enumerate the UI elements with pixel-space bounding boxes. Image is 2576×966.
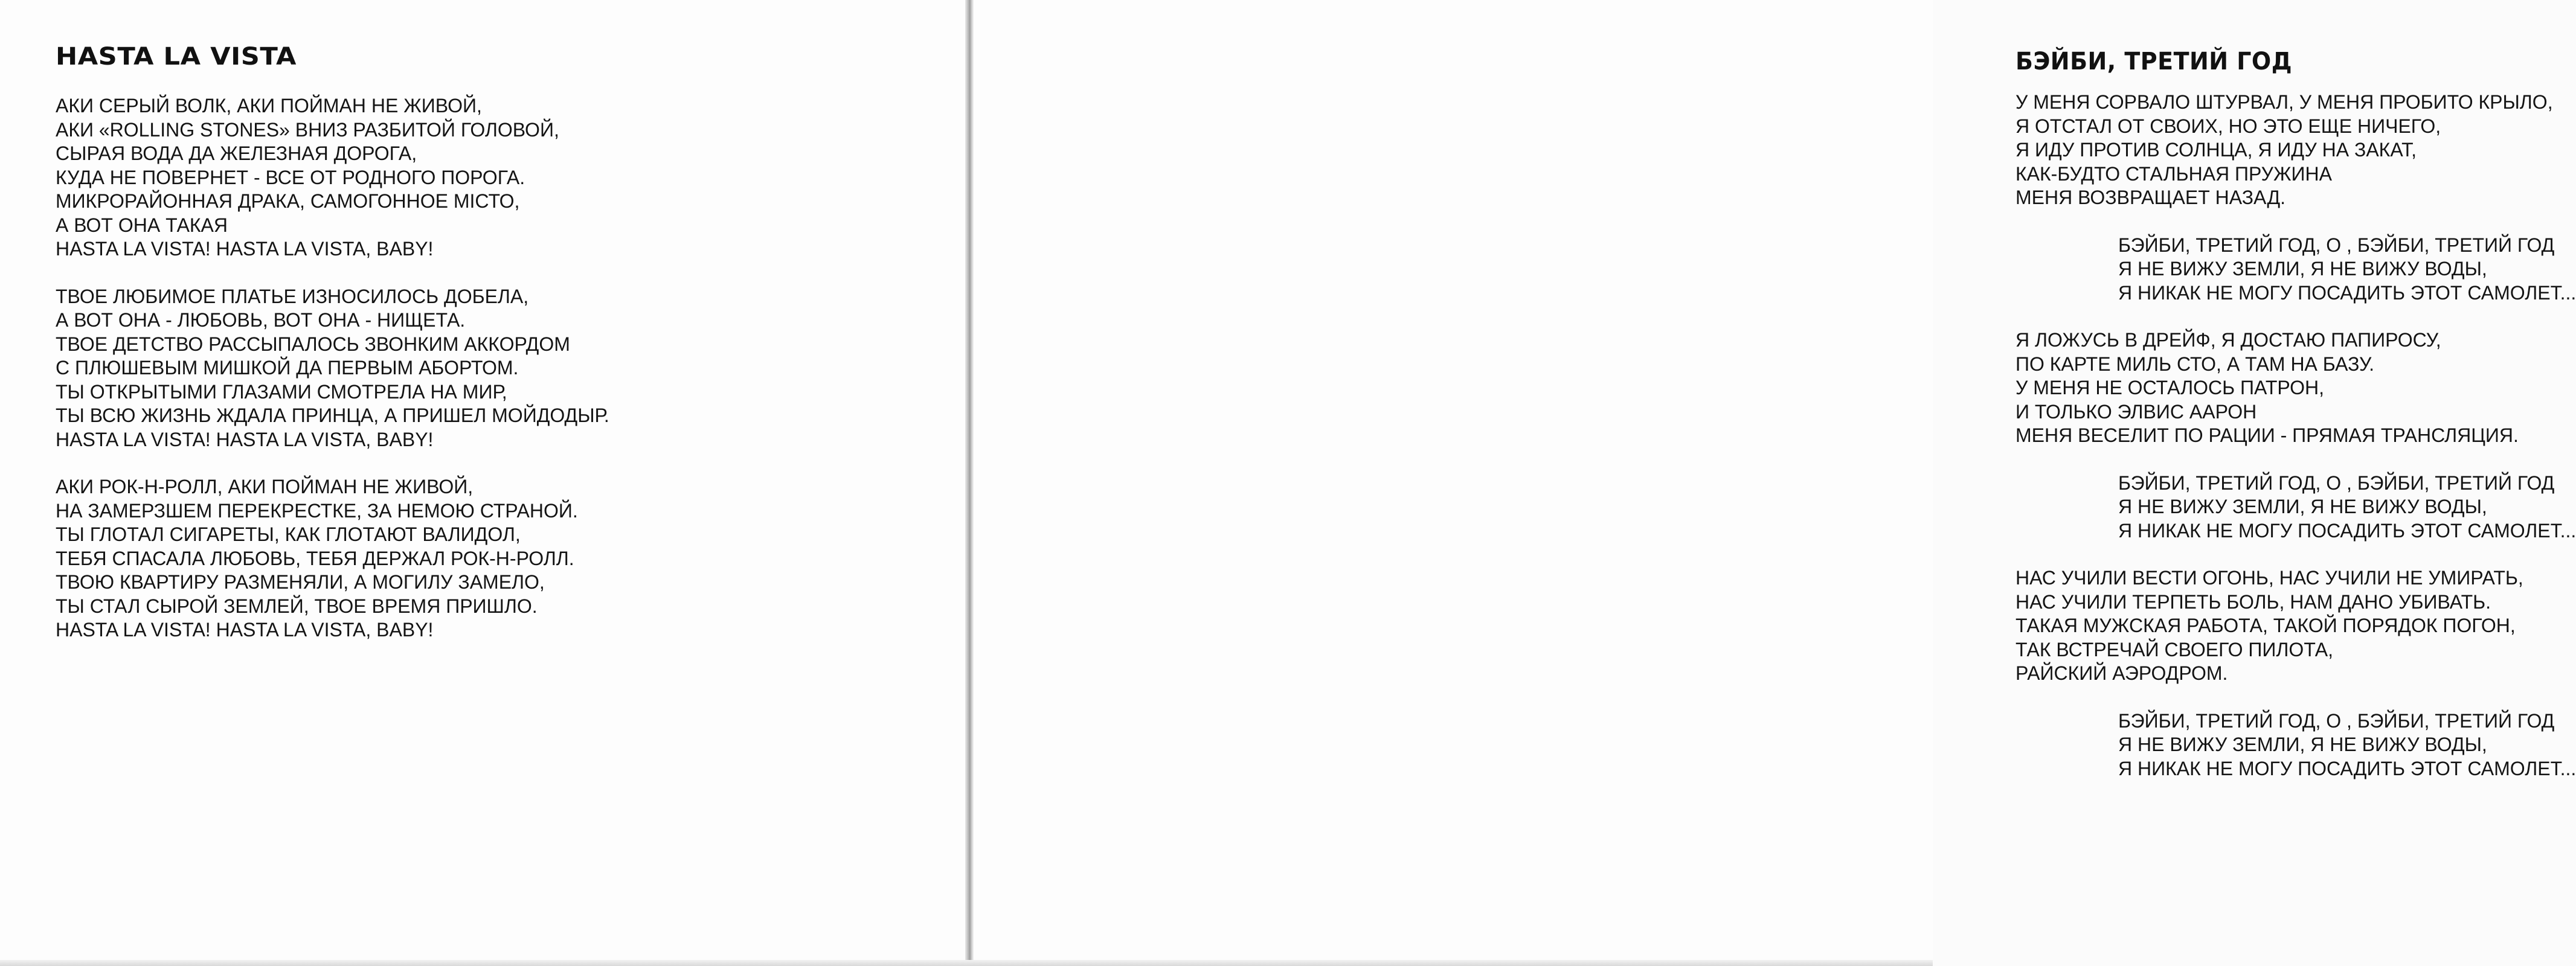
lyric-line: А ВОТ ОНА - ЛЮБОВЬ, ВОТ ОНА - НИЩЕТА. xyxy=(56,309,466,331)
lyric-line: ТЫ СТАЛ СЫРОЙ ЗЕМЛЕЙ, ТВОЕ ВРЕМЯ ПРИШЛО. xyxy=(56,595,538,617)
verse-stanza xyxy=(56,475,609,642)
lyric-line: КУДА НЕ ПОВЕРНЕТ - ВСЕ ОТ РОДНОГО ПОРОГА. xyxy=(56,166,525,188)
chorus-stanza xyxy=(2016,234,2576,305)
lyric-line: HASTA LA VISTA! HASTA LA VISTA, BABY! xyxy=(56,619,434,641)
verse-stanza xyxy=(56,94,609,261)
lyric-line: АКИ РОК-Н-РОЛЛ, АКИ ПОЙМАН НЕ ЖИВОЙ, xyxy=(56,476,474,497)
lyric-line: БЭЙБИ, ТРЕТИЙ ГОД, О , БЭЙБИ, ТРЕТИЙ ГОД xyxy=(2118,234,2555,256)
lyric-line: ТАК ВСТРЕЧАЙ СВОЕГО ПИЛОТА, xyxy=(2016,638,2334,661)
lyric-line: И ТОЛЬКО ЭЛВИС ААРОН xyxy=(2016,400,2257,423)
lyric-line: Я ОТСТАЛ ОТ СВОИХ, НО ЭТО ЕЩЕ НИЧЕГО, xyxy=(2016,115,2441,137)
lyric-line: Я НИКАК НЕ МОГУ ПОСАДИТЬ ЭТОТ САМОЛЕТ... xyxy=(2118,757,2576,779)
lyric-line: У МЕНЯ НЕ ОСТАЛОСЬ ПАТРОН, xyxy=(2016,377,2324,398)
lyric-line: АКИ СЕРЫЙ ВОЛК, АКИ ПОЙМАН НЕ ЖИВОЙ, xyxy=(56,95,482,117)
verse-stanza xyxy=(2016,566,2576,686)
lyric-line: МЕНЯ ВЕСЕЛИТ ПО РАЦИИ - ПРЯМАЯ ТРАНСЛЯЦИЯ. xyxy=(2016,424,2519,446)
lyric-line: ТЫ ВСЮ ЖИЗНЬ ЖДАЛА ПРИНЦА, А ПРИШЕЛ МОЙДОДЫР. xyxy=(56,405,609,426)
lyric-line: МИКРОРАЙОННАЯ ДРАКА, САМОГОННОЕ МIСТО, xyxy=(56,190,520,212)
lyric-line: РАЙСКИЙ АЭРОДРОМ. xyxy=(2016,662,2228,684)
lyrics-block xyxy=(56,94,609,666)
lyric-line: Я НЕ ВИЖУ ЗЕМЛИ, Я НЕ ВИЖУ ВОДЫ, xyxy=(2118,258,2487,280)
lyrics-block xyxy=(2016,91,2576,804)
lyric-line: ТВОЕ ЛЮБИМОЕ ПЛАТЬЕ ИЗНОСИЛОСЬ ДОБЕЛА, xyxy=(56,285,529,307)
lyric-line: У МЕНЯ СОРВАЛО ШТУРВАЛ, У МЕНЯ ПРОБИТО КРЫЛО, xyxy=(2016,91,2553,113)
lyric-line: СЫРАЯ ВОДА ДА ЖЕЛЕЗНАЯ ДОРОГА, xyxy=(56,142,417,164)
lyric-line: БЭЙБИ, ТРЕТИЙ ГОД, О , БЭЙБИ, ТРЕТИЙ ГОД xyxy=(2118,472,2555,494)
verse-stanza xyxy=(56,285,609,452)
lyric-line: Я НЕ ВИЖУ ЗЕМЛИ, Я НЕ ВИЖУ ВОДЫ, xyxy=(2118,734,2487,755)
book-gutter xyxy=(965,0,974,966)
verse-stanza xyxy=(2016,328,2576,448)
lyric-line: Я НИКАК НЕ МОГУ ПОСАДИТЬ ЭТОТ САМОЛЕТ... xyxy=(2118,519,2576,542)
lyric-line: Я ЛОЖУСЬ В ДРЕЙФ, Я ДОСТАЮ ПАПИРОСУ, xyxy=(2016,329,2441,351)
lyric-line: ТАКАЯ МУЖСКАЯ РАБОТА, ТАКОЙ ПОРЯДОК ПОГОН, xyxy=(2016,615,2516,636)
lyric-line: НАС УЧИЛИ ВЕСТИ ОГОНЬ, НАС УЧИЛИ НЕ УМИРАТЬ, xyxy=(2016,567,2523,589)
song-title: БЭЙБИ, ТРЕТИЙ ГОД xyxy=(2016,48,2293,75)
right-page xyxy=(974,0,2576,966)
song-title: HASTA LA VISTA xyxy=(56,43,297,71)
lyric-line: МЕНЯ ВОЗВРАЩАЕТ НАЗАД. xyxy=(2016,187,2286,208)
lyric-line: АКИ «ROLLING STONES» ВНИЗ РАЗБИТОЙ ГОЛОВОЙ, xyxy=(56,118,559,141)
lyric-line: А ВОТ ОНА ТАКАЯ xyxy=(56,214,228,236)
lyric-line: ПО КАРТЕ МИЛЬ СТО, А ТАМ НА БАЗУ. xyxy=(2016,353,2374,375)
left-page xyxy=(0,0,965,966)
chorus-stanza xyxy=(2016,472,2576,543)
page-bottom-edge xyxy=(0,960,1933,966)
lyric-line: HASTA LA VISTA! HASTA LA VISTA, BABY! xyxy=(56,428,434,450)
lyric-line: ТЕБЯ СПАСАЛА ЛЮБОВЬ, ТЕБЯ ДЕРЖАЛ РОК-Н-РОЛЛ. xyxy=(56,547,574,569)
lyric-line: Я ИДУ ПРОТИВ СОЛНЦА, Я ИДУ НА ЗАКАТ, xyxy=(2016,139,2417,161)
chorus-stanza xyxy=(2016,709,2576,781)
lyric-line: НАС УЧИЛИ ТЕРПЕТЬ БОЛЬ, НАМ ДАНО УБИВАТЬ. xyxy=(2016,590,2491,613)
lyric-line: HASTA LA VISTA! HASTA LA VISTA, BABY! xyxy=(56,238,434,260)
lyric-line: КАК-БУДТО СТАЛЬНАЯ ПРУЖИНА xyxy=(2016,162,2332,185)
lyric-line: ТЫ ГЛОТАЛ СИГАРЕТЫ, КАК ГЛОТАЮТ ВАЛИДОЛ, xyxy=(56,523,521,545)
lyric-line: Я НИКАК НЕ МОГУ ПОСАДИТЬ ЭТОТ САМОЛЕТ... xyxy=(2118,281,2576,304)
lyric-line: ТЫ ОТКРЫТЫМИ ГЛАЗАМИ СМОТРЕЛА НА МИР, xyxy=(56,380,507,403)
lyric-line: С ПЛЮШЕВЫМ МИШКОЙ ДА ПЕРВЫМ АБОРТОМ. xyxy=(56,357,519,379)
lyric-line: ТВОЕ ДЕТСТВО РАССЫПАЛОСЬ ЗВОНКИМ АККОРДОМ xyxy=(56,333,570,355)
lyric-line: НА ЗАМЕРЗШЕМ ПЕРЕКРЕСТКЕ, ЗА НЕМОЮ СТРАНОЙ. xyxy=(56,499,578,522)
lyric-line: БЭЙБИ, ТРЕТИЙ ГОД, О , БЭЙБИ, ТРЕТИЙ ГОД xyxy=(2118,709,2555,732)
lyric-line: Я НЕ ВИЖУ ЗЕМЛИ, Я НЕ ВИЖУ ВОДЫ, xyxy=(2118,496,2487,517)
lyric-line: ТВОЮ КВАРТИРУ РАЗМЕНЯЛИ, А МОГИЛУ ЗАМЕЛО, xyxy=(56,571,545,593)
verse-stanza xyxy=(2016,91,2576,210)
